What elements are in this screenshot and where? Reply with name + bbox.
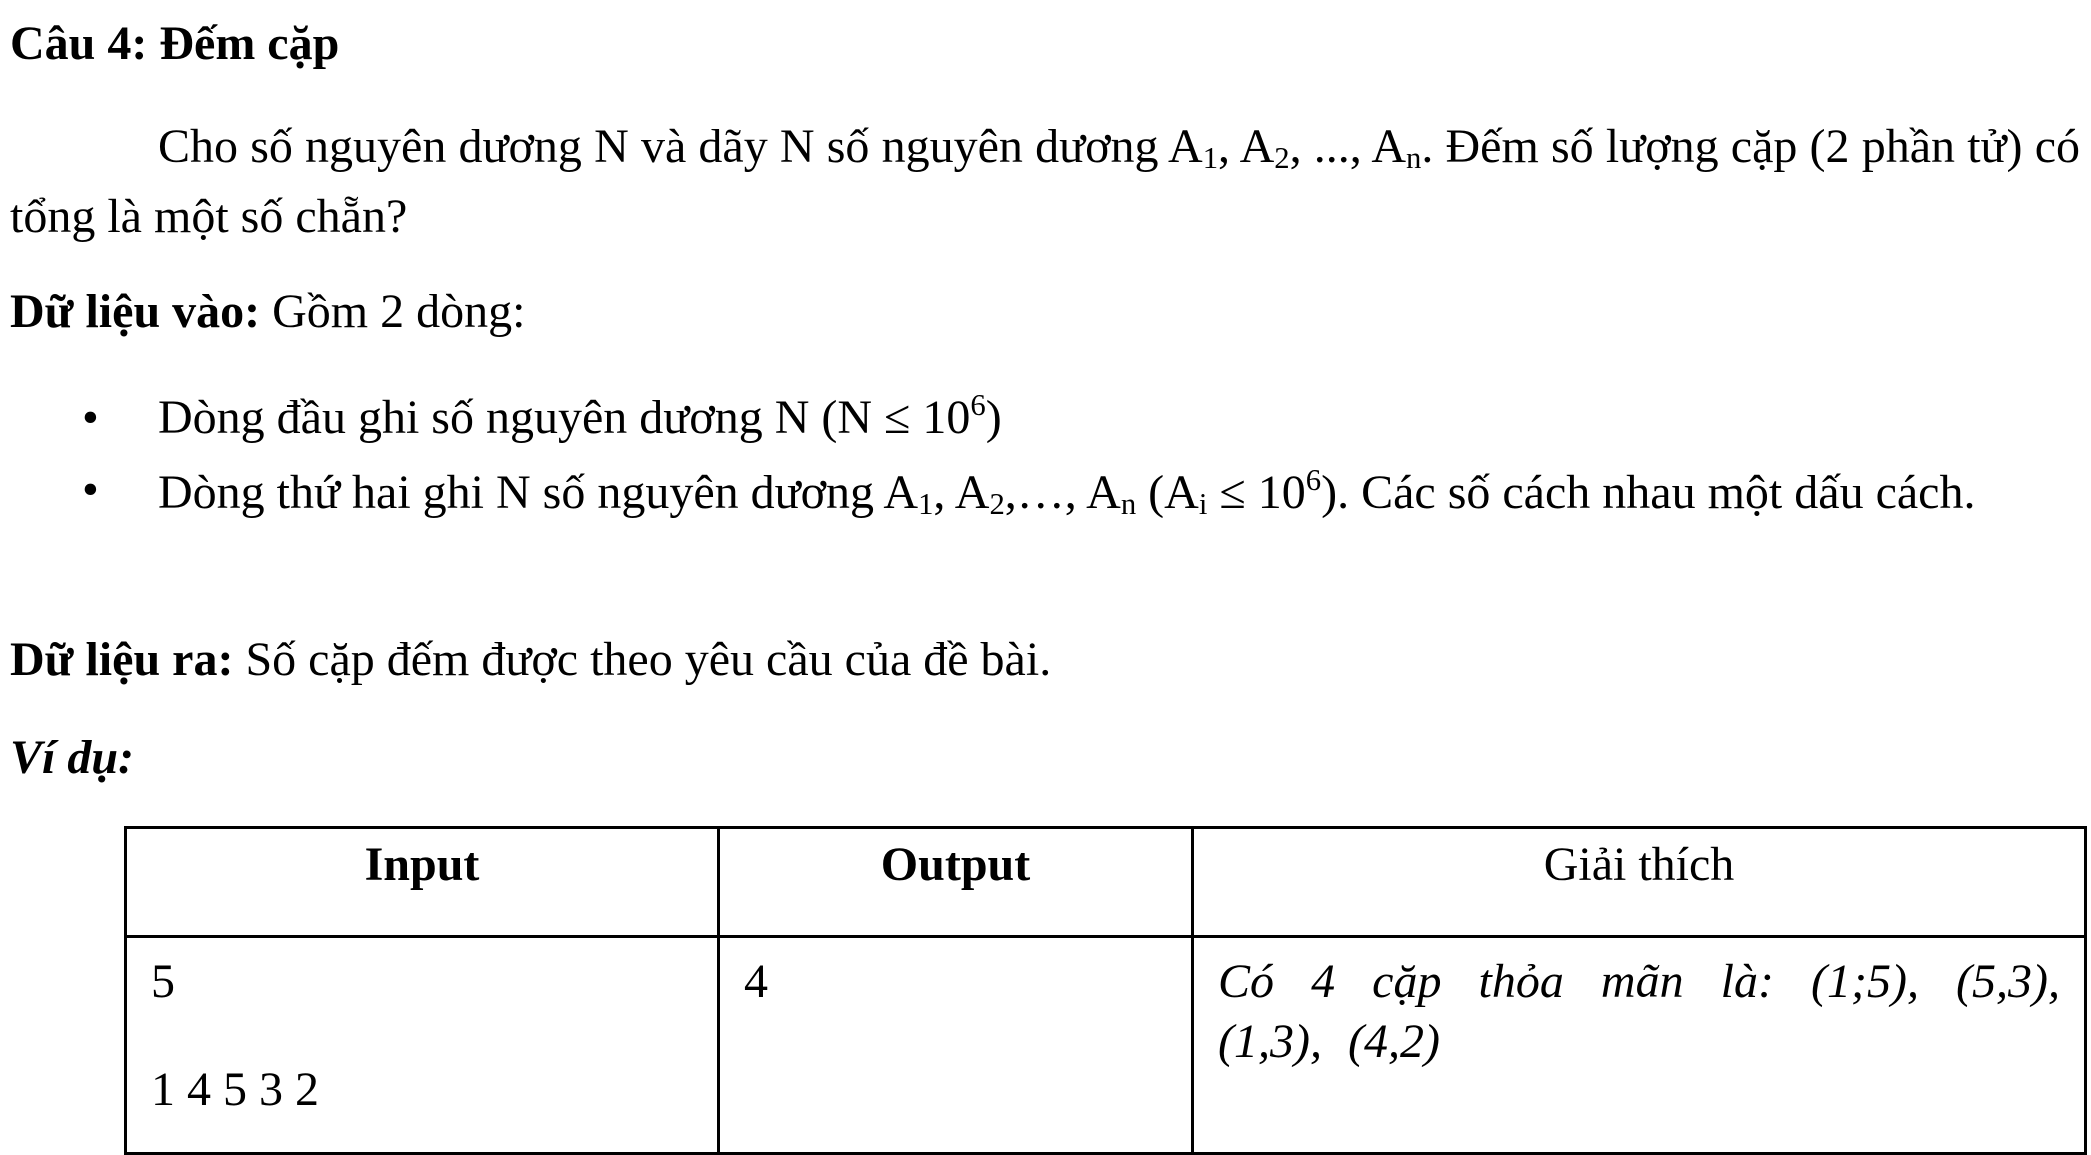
- bullet-text-part: Dòng thứ hai ghi N số nguyên dương A: [158, 466, 919, 519]
- subscript: 2: [1274, 141, 1290, 175]
- problem-statement: [10, 112, 2080, 252]
- statement-text: , ..., A: [1289, 120, 1406, 173]
- superscript: 6: [1305, 463, 1322, 497]
- header-explanation: Giải thích: [1193, 828, 2086, 937]
- cell-explanation: Có 4 cặp thỏa mãn là: (1;5), (5,3), (1,3), (4,2): [1193, 937, 2086, 1154]
- statement-text: Cho số nguyên dương N và dãy N số nguyên dương A: [158, 120, 1203, 173]
- superscript: 6: [970, 388, 986, 422]
- statement-text: . Đếm số lượng cặp (2 phần tử) có tổng là một số chẵn?: [10, 120, 2081, 243]
- header-input: Input: [126, 828, 719, 937]
- cell-input: [126, 937, 719, 1154]
- output-section-title: [10, 630, 1051, 690]
- bullet-item: [0, 460, 2091, 526]
- bullet-text: [158, 460, 2080, 526]
- bullet-item: [0, 388, 2091, 448]
- statement-text: , A: [1218, 120, 1275, 173]
- bullet-text-part: ): [985, 391, 1002, 444]
- header-output: Output: [719, 828, 1193, 937]
- input-description: Gồm 2 dòng:: [260, 285, 526, 338]
- table-header-row: [126, 828, 2086, 937]
- example-label: Ví dụ:: [10, 731, 135, 784]
- subscript: 1: [1202, 141, 1219, 175]
- output-description: Số cặp đếm được theo yêu cầu của đề bài.: [233, 633, 1052, 686]
- bullet-text-part: Dòng đầu ghi số nguyên dương N (N ≤ 10: [158, 391, 971, 444]
- bullet-text-part: ,…, A: [1004, 466, 1121, 519]
- cell-output: 4: [719, 937, 1193, 1154]
- input-bullet-list: [0, 388, 2091, 526]
- subscript: i: [1198, 487, 1208, 521]
- input-label: Dữ liệu vào:: [10, 285, 261, 338]
- bullet-marker: •: [82, 391, 99, 444]
- bullet-marker: •: [82, 463, 99, 516]
- subscript: n: [1120, 487, 1137, 521]
- subscript: 1: [918, 487, 934, 521]
- input-line-2: 1 4 5 3 2: [151, 1063, 319, 1116]
- input-line-1: 5: [151, 955, 175, 1008]
- problem-heading: Câu 4: Đếm cặp: [10, 17, 340, 70]
- subscript: n: [1405, 141, 1422, 175]
- output-label: Dữ liệu ra:: [10, 633, 234, 686]
- bullet-text-part: (A: [1136, 466, 1199, 519]
- bullet-text: [158, 388, 2080, 448]
- input-section-title: [10, 282, 525, 342]
- bullet-text-part: ). Các số cách nhau một dấu cách.: [1321, 466, 1976, 519]
- subscript: 2: [989, 487, 1005, 521]
- example-table: [124, 826, 2087, 1155]
- bullet-text-part: , A: [933, 466, 990, 519]
- table-row: [126, 937, 2086, 1154]
- bullet-text-part: ≤ 10: [1207, 466, 1306, 519]
